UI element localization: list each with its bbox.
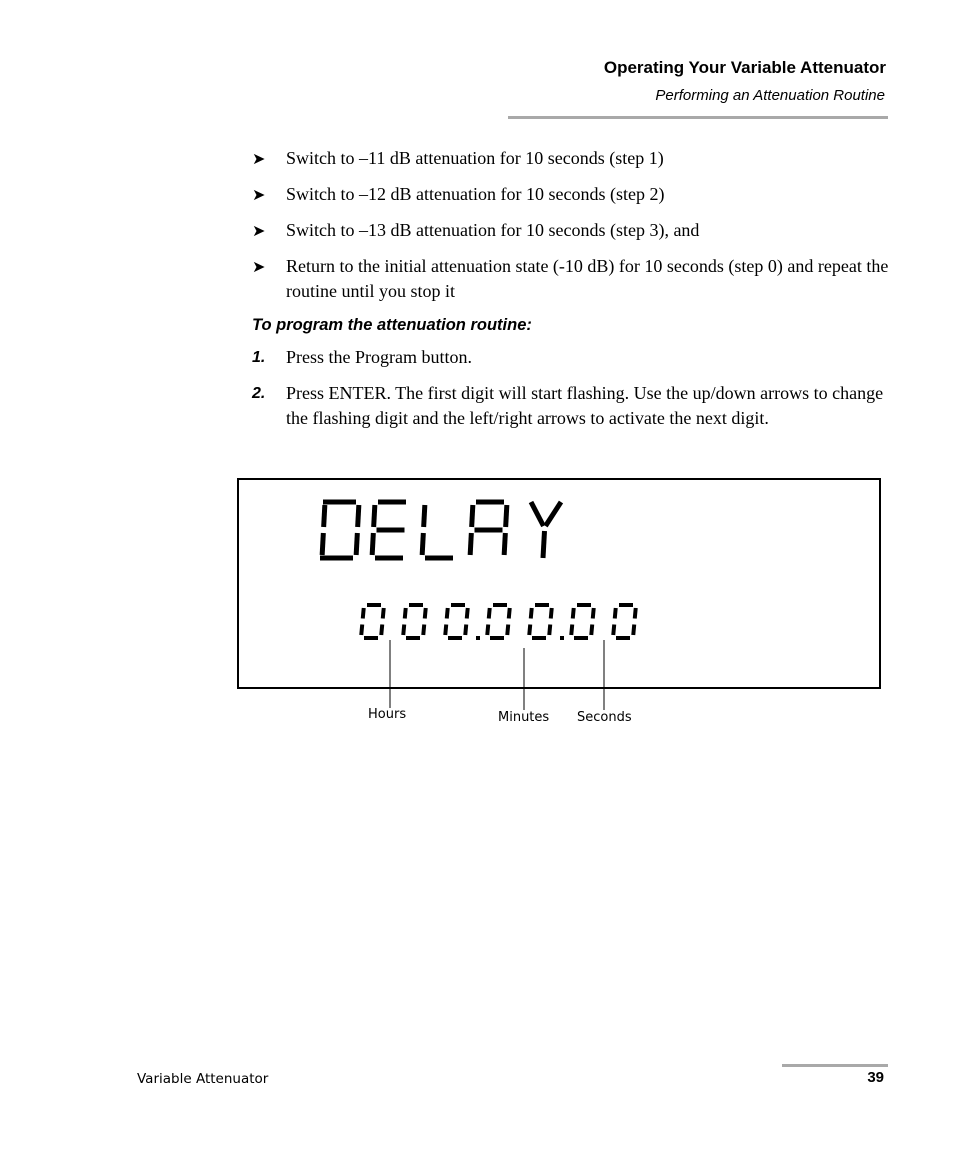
callout-minutes: Minutes (498, 710, 550, 725)
callout-hours: Hours (368, 707, 407, 722)
procedure-title: To program the attenuation routine: (252, 316, 532, 334)
step-text: Press ENTER. The first digit will start flashing. Use the up/down arrows to change the flashing digit and the left/right arrows to activate the next digit. (286, 383, 884, 428)
step-number: 2. (252, 385, 266, 402)
lcd-decimal-point (476, 636, 480, 640)
bullet-text: Switch to –13 dB attenuation for 10 seconds (step 3), and (286, 220, 700, 240)
bullet-text: Switch to –12 dB attenuation for 10 seconds (step 2) (286, 184, 665, 204)
page-number: 39 (867, 1069, 884, 1086)
arrow-bullet-icon: ➤ (252, 257, 266, 276)
lcd-digit (613, 605, 635, 638)
footer-rule (782, 1064, 888, 1067)
callout-seconds: Seconds (577, 710, 632, 725)
lcd-char (470, 502, 507, 555)
lcd-digit (361, 605, 383, 638)
lcd-char (320, 502, 359, 558)
lcd-char (422, 505, 453, 558)
running-header-title: Operating Your Variable Attenuator (603, 58, 886, 77)
arrow-bullet-icon: ➤ (252, 185, 266, 204)
lcd-delay-text (320, 502, 561, 558)
lcd-char (531, 502, 561, 558)
step-number: 1. (252, 349, 266, 366)
lcd-digit (445, 605, 467, 638)
lcd-decimal-point (560, 636, 564, 640)
bullet-text: Switch to –11 dB attenuation for 10 seconds (step 1) (286, 148, 664, 168)
lcd-time-digits (361, 605, 635, 640)
lcd-char (372, 502, 406, 558)
arrow-bullet-icon: ➤ (252, 149, 266, 168)
footer-title: Variable Attenuator (137, 1071, 269, 1087)
lcd-digit (571, 605, 593, 638)
lcd-digit (403, 605, 425, 638)
step-text: Press the Program button. (286, 347, 472, 367)
lcd-digit (529, 605, 551, 638)
arrow-bullet-icon: ➤ (252, 221, 266, 240)
bullet-text: Return to the initial attenuation state (-10 dB) for 10 seconds (step 0) and repeat the routine until you stop it (286, 256, 889, 301)
running-header-subtitle: Performing an Attenuation Routine (655, 87, 885, 104)
lcd-digit (487, 605, 509, 638)
